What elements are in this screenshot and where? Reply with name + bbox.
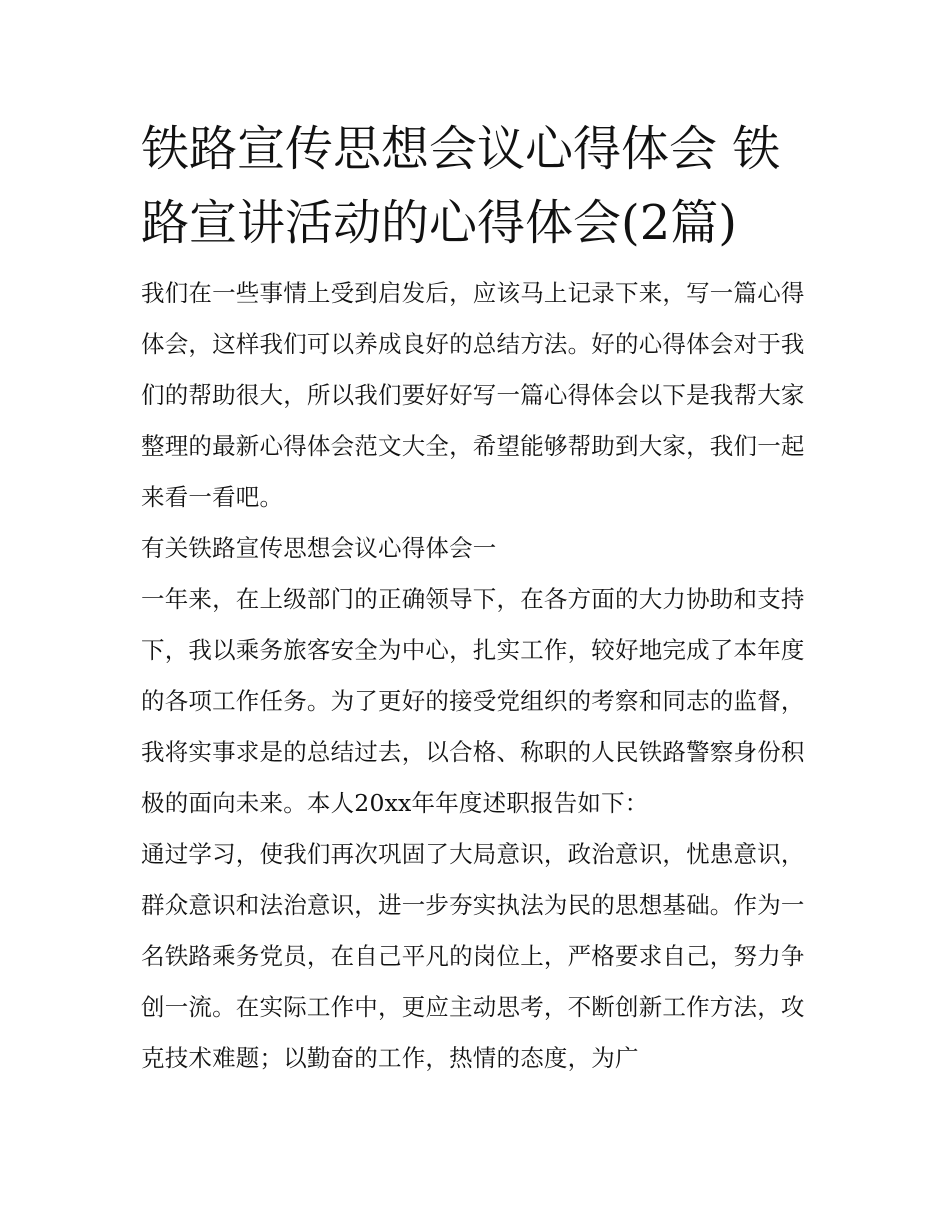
body-paragraph: 通过学习，使我们再次巩固了大局意识，政治意识，忧患意识，群众意识和法治意识，进一步夯实执法为民的思想基础。作为一名铁路乘务党员，在自己平凡的岗位上，严格要求自己，努力争创一流。在实际工作中，更应主动思考，不断创新工作方法，攻克技术难题；以勤奋的工作，热情的态度，为广 xyxy=(141,840,805,1072)
intro-paragraph: 我们在一些事情上受到启发后，应该马上记录下来，写一篇心得体会，这样我们可以养成良好的总结方法。好的心得体会对于我们的帮助很大，所以我们要好好写一篇心得体会以下是我帮大家整理的最新心得体会范文大全，希望能够帮助到大家，我们一起来看一看吧。 xyxy=(141,279,805,511)
section-heading: 有关铁路宣传思想会议心得体会一 xyxy=(141,534,497,562)
document-title: 铁路宣传思想会议心得体会 铁路宣讲活动的心得体会(2篇) xyxy=(141,121,781,251)
body-paragraph: 一年来，在上级部门的正确领导下，在各方面的大力协助和支持下，我以乘务旅客安全为中心，扎实工作，较好地完成了本年度的各项工作任务。为了更好的接受党组织的考察和同志的监督，我将实事求是的总结过去，以合格、称职的人民铁路警察身份积极的面向未来。本人20xx年年度述职报告如下： xyxy=(141,585,805,817)
document-body xyxy=(141,112,816,1084)
